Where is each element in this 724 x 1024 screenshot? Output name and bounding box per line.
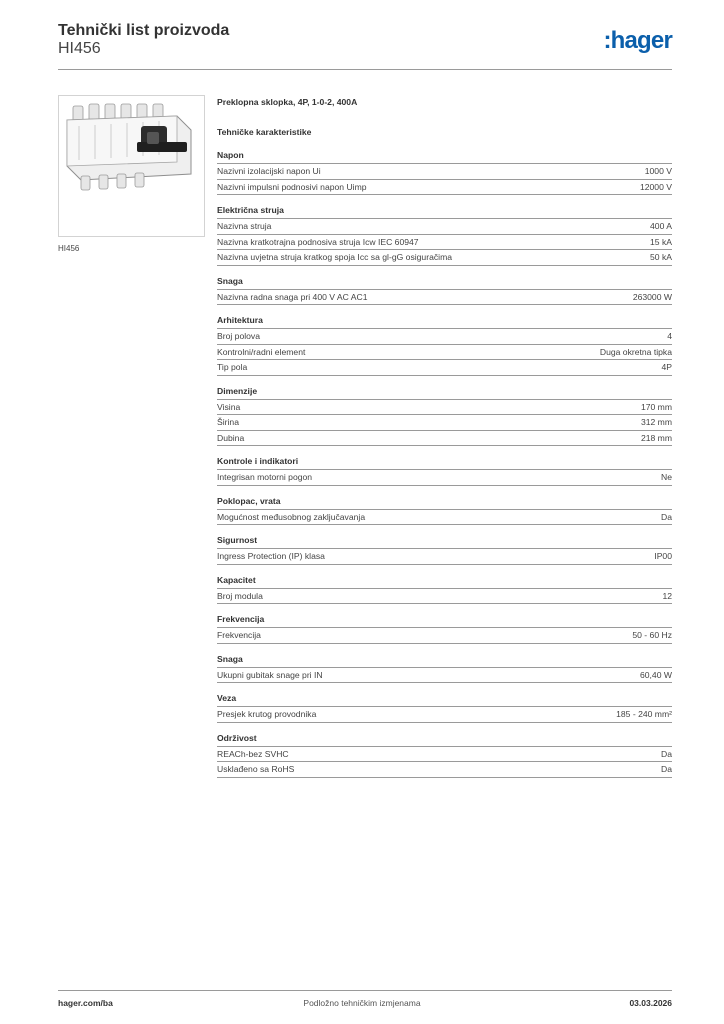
section-title: Napon: [217, 149, 672, 164]
spec-label: Nazivni impulsni podnosivi napon Uimp: [217, 181, 367, 192]
section-title: Snaga: [217, 275, 672, 290]
hager-logo: :hager: [603, 27, 672, 54]
spec-row: [217, 164, 672, 180]
spec-row: [217, 470, 672, 486]
spec-value: Da: [661, 748, 672, 759]
spec-value: 15 kA: [650, 236, 672, 247]
spec-row: [217, 628, 672, 644]
spec-label: Nazivna uvjetna struja kratkog spoja Icc sa gl-gG osiguračima: [217, 252, 453, 263]
spec-value: 4P: [661, 362, 672, 373]
tech-characteristics-heading: Tehničke karakteristike: [217, 127, 312, 137]
spec-section: [217, 732, 672, 778]
spec-label: Tip pola: [217, 362, 248, 373]
spec-value: 170 mm: [640, 401, 672, 412]
spec-value: 218 mm: [640, 432, 672, 443]
section-title: Frekvencija: [217, 613, 672, 628]
section-title: Poklopac, vrata: [217, 495, 672, 510]
spec-label: Integrisan motorni pogon: [217, 472, 313, 483]
spec-section: [217, 574, 672, 605]
section-title: Arhitektura: [217, 314, 672, 329]
spec-value: 263000 W: [632, 291, 672, 302]
section-title: Električna struja: [217, 204, 672, 219]
spec-value: 400 A: [650, 221, 672, 232]
switch-disconnector-icon: [59, 96, 204, 236]
spec-value: Duga okretna tipka: [599, 346, 672, 357]
header-divider: [58, 69, 672, 70]
datasheet-main: [217, 96, 672, 778]
section-title: Snaga: [217, 653, 672, 668]
spec-label: Visina: [217, 401, 241, 412]
footer-date: 03.03.2026: [629, 998, 672, 1008]
footer-disclaimer: Podložno tehničkim izmjenama: [303, 998, 421, 1008]
spec-section: [217, 495, 672, 526]
spec-label: Širina: [217, 417, 239, 428]
spec-row: [217, 747, 672, 763]
footer-website: hager.com/ba: [58, 998, 113, 1008]
page-title: Tehnički list proizvoda: [58, 22, 230, 39]
spec-row: [217, 290, 672, 306]
spec-section: [217, 314, 672, 376]
section-title: Kontrole i indikatori: [217, 455, 672, 470]
spec-row: [217, 668, 672, 684]
spec-row: [217, 415, 672, 431]
spec-value: 185 - 240 mm²: [616, 709, 672, 720]
image-caption: HI456: [58, 244, 80, 253]
page-header: [58, 20, 672, 70]
spec-label: Nazivna struja: [217, 221, 272, 232]
spec-row: [217, 329, 672, 345]
spec-row: [217, 707, 672, 723]
spec-value: IP00: [654, 551, 672, 562]
spec-sections: [217, 149, 672, 778]
spec-label: Dubina: [217, 432, 245, 443]
spec-row: [217, 250, 672, 266]
spec-row: [217, 431, 672, 447]
section-title: Sigurnost: [217, 534, 672, 549]
footer-divider: [58, 990, 672, 991]
spec-value: 312 mm: [640, 417, 672, 428]
spec-row: [217, 589, 672, 605]
spec-row: [217, 762, 672, 778]
spec-row: [217, 510, 672, 526]
spec-value: Ne: [661, 472, 672, 483]
spec-value: 60,40 W: [639, 669, 672, 680]
spec-section: [217, 149, 672, 195]
spec-section: [217, 385, 672, 447]
product-title: Preklopna sklopka, 4P, 1-0-2, 400A: [217, 97, 358, 107]
spec-value: 4: [667, 331, 672, 342]
spec-value: 50 kA: [650, 252, 672, 263]
spec-label: Usklađeno sa RoHS: [217, 764, 295, 775]
spec-label: Nazivna kratkotrajna podnosiva struja Icw IEC 60947: [217, 236, 419, 247]
spec-row: [217, 400, 672, 416]
spec-label: Broj modula: [217, 590, 263, 601]
spec-value: 50 - 60 Hz: [632, 630, 672, 641]
spec-label: Ingress Protection (IP) klasa: [217, 551, 325, 562]
spec-section: [217, 613, 672, 644]
spec-value: Da: [661, 764, 672, 775]
spec-row: [217, 360, 672, 376]
spec-label: Frekvencija: [217, 630, 261, 641]
spec-label: REACh-bez SVHC: [217, 748, 289, 759]
spec-label: Mogućnost međusobnog zaključavanja: [217, 511, 366, 522]
spec-value: 1000 V: [644, 166, 672, 177]
spec-section: [217, 692, 672, 723]
spec-row: [217, 235, 672, 251]
spec-label: Nazivni izolacijski napon Ui: [217, 166, 321, 177]
spec-value: 12: [662, 590, 672, 601]
spec-row: [217, 180, 672, 196]
section-title: Kapacitet: [217, 574, 672, 589]
spec-section: [217, 455, 672, 486]
spec-section: [217, 204, 672, 266]
product-code: HI456: [58, 40, 101, 57]
spec-label: Broj polova: [217, 331, 260, 342]
spec-section: [217, 653, 672, 684]
spec-row: [217, 345, 672, 361]
spec-value: Da: [661, 511, 672, 522]
section-title: Veza: [217, 692, 672, 707]
spec-row: [217, 549, 672, 565]
spec-section: [217, 534, 672, 565]
spec-label: Kontrolni/radni element: [217, 346, 306, 357]
switch-disconnector-image: [58, 95, 205, 237]
spec-label: Presjek krutog provodnika: [217, 709, 317, 720]
spec-label: Ukupni gubitak snage pri IN: [217, 669, 323, 680]
spec-row: [217, 219, 672, 235]
section-title: Održivost: [217, 732, 672, 747]
section-title: Dimenzije: [217, 385, 672, 400]
spec-label: Nazivna radna snaga pri 400 V AC AC1: [217, 291, 368, 302]
spec-value: 12000 V: [639, 181, 672, 192]
spec-section: [217, 275, 672, 306]
